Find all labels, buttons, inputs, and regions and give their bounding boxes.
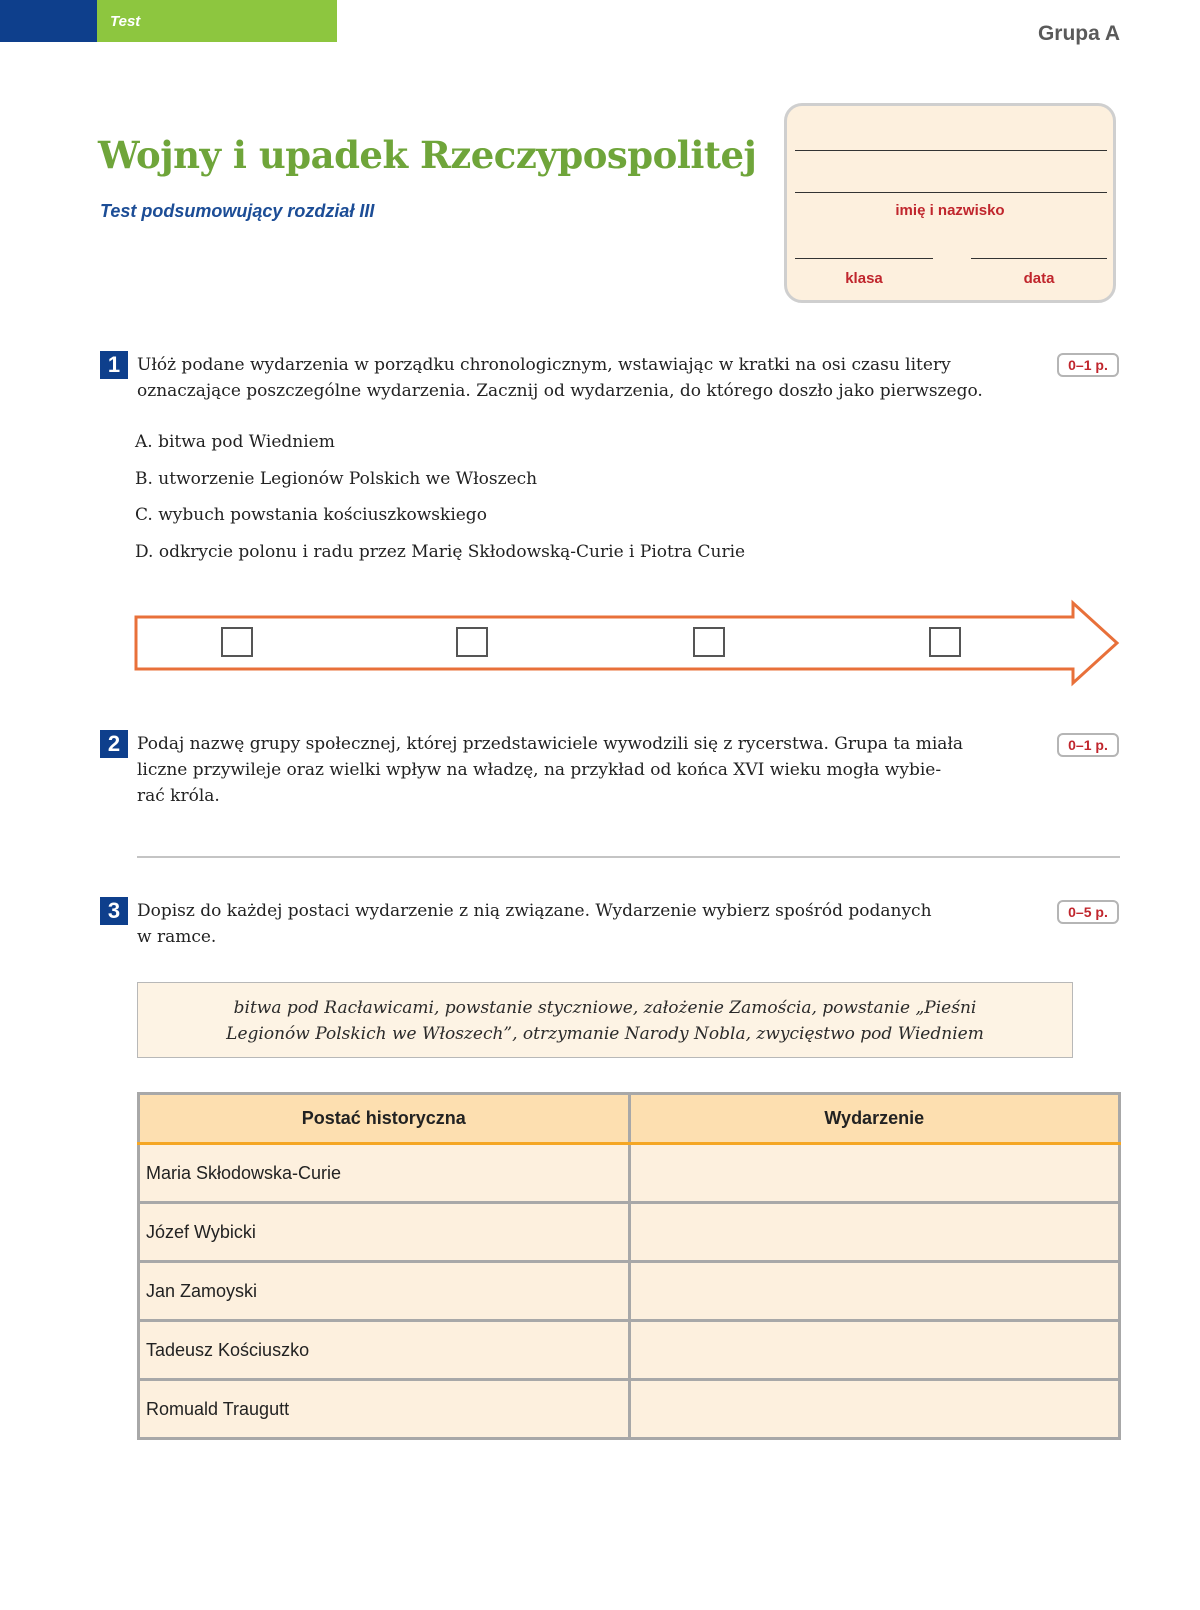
table-row — [139, 1321, 1120, 1380]
person-cell: Maria Skłodowska-Curie — [139, 1144, 630, 1203]
word-bank-line-1: bitwa pod Racławicami, powstanie styczniowe, założenie Zamościa, powstanie „Pieśni — [233, 998, 977, 1018]
task-1-line-2: oznaczające poszczególne wydarzenia. Zacznij od wydarzenia, do którego doszło jako pierwszego. — [137, 381, 983, 401]
task-1-number: 1 — [100, 351, 128, 379]
option-b: B. utworzenie Legionów Polskich we Włoszech — [135, 469, 538, 489]
task-2-number: 2 — [100, 730, 128, 758]
table-row — [139, 1203, 1120, 1262]
person-cell: Romuald Traugutt — [139, 1380, 630, 1439]
task-2-points: 0–1 p. — [1057, 733, 1119, 757]
date-label: data — [1023, 270, 1055, 287]
page-title: Wojny i upadek Rzeczypospolitej — [98, 133, 757, 177]
task-1-line-1: Ułóż podane wydarzenia w porządku chronologicznym, wstawiając w kratki na osi czasu litery — [137, 355, 951, 375]
event-answer-cell[interactable] — [629, 1144, 1120, 1203]
name-label: imię i nazwisko — [895, 202, 1005, 219]
person-cell: Józef Wybicki — [139, 1203, 630, 1262]
timeline-box-4 — [930, 628, 960, 656]
word-bank — [137, 982, 1073, 1058]
task-3-points: 0–5 p. — [1057, 900, 1119, 924]
table-header-row — [139, 1094, 1120, 1144]
task-2-instruction — [137, 731, 1035, 809]
event-answer-cell[interactable] — [629, 1380, 1120, 1439]
event-answer-cell[interactable] — [629, 1321, 1120, 1380]
header-label: Test — [110, 13, 141, 30]
option-a: A. bitwa pod Wiedniem — [135, 432, 335, 452]
page-subtitle: Test podsumowujący rozdział III — [100, 201, 375, 221]
event-answer-cell[interactable] — [629, 1262, 1120, 1321]
person-cell: Tadeusz Kościuszko — [139, 1321, 630, 1380]
task-1-points: 0–1 p. — [1057, 353, 1119, 377]
class-label: klasa — [845, 270, 883, 287]
timeline-box-2 — [457, 628, 487, 656]
task-3-line-1: Dopisz do każdej postaci wydarzenie z nią związane. Wydarzenie wybierz spośród podanych — [137, 901, 932, 921]
option-c: C. wybuch powstania kościuszkowskiego — [135, 505, 487, 525]
matching-table — [137, 1092, 1121, 1440]
event-answer-cell[interactable] — [629, 1203, 1120, 1262]
timeline-arrow — [136, 603, 1117, 683]
table-row — [139, 1144, 1120, 1203]
table-row — [139, 1380, 1120, 1439]
task-2-line-1: Podaj nazwę grupy społecznej, której przedstawiciele wywodzili się z rycerstwa. Grupa ta miała — [137, 734, 964, 754]
timeline-box-1 — [222, 628, 252, 656]
timeline-box-3 — [694, 628, 724, 656]
task-3-number: 3 — [100, 897, 128, 925]
task-2-line-3: rać króla. — [137, 786, 220, 806]
option-d: D. odkrycie polonu i radu przez Marię Skłodowską-Curie i Piotra Curie — [135, 542, 746, 562]
person-cell: Jan Zamoyski — [139, 1262, 630, 1321]
group-label: Grupa A — [1037, 22, 1120, 45]
table-row — [139, 1262, 1120, 1321]
header-event: Wydarzenie — [629, 1094, 1120, 1144]
header-person: Postać historyczna — [139, 1094, 630, 1144]
task-3-line-2: w ramce. — [137, 927, 217, 947]
task-3-instruction — [137, 898, 1035, 950]
word-bank-line-2: Legionów Polskich we Włoszech”, otrzymanie Narody Nobla, zwycięstwo pod Wiedniem — [226, 1024, 984, 1044]
task-2-line-2: liczne przywileje oraz wielki wpływ na władzę, na przykład od końca XVI wieku mogła wybie- — [137, 760, 942, 780]
